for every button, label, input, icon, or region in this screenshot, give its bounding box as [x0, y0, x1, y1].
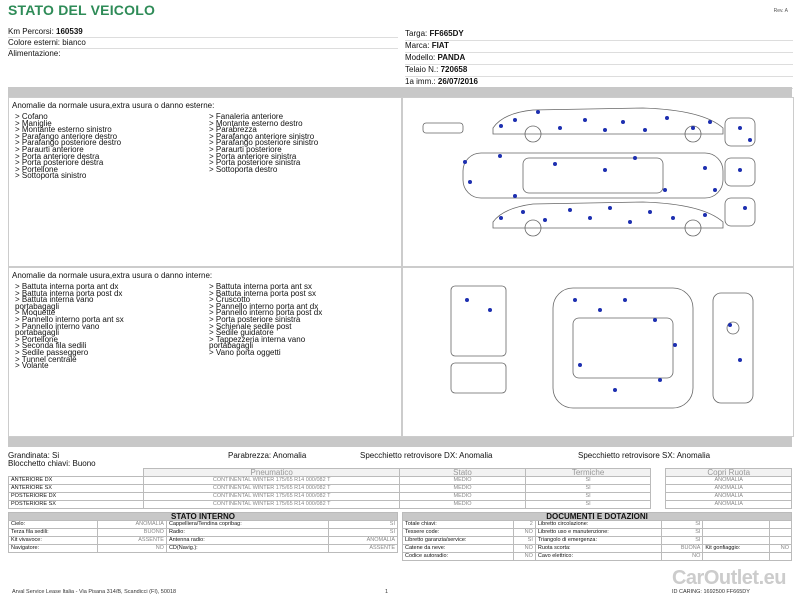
- external-damage-list-2: [209, 114, 318, 173]
- internal-damage-item: > Moquette: [15, 308, 56, 318]
- stato-interno-row: [9, 521, 398, 529]
- tyre-model: CONTINENTAL WINTER 175/65 R14 000/082 T: [144, 493, 400, 501]
- km-value: 160539: [56, 27, 83, 36]
- car-side-top-outline: [493, 108, 723, 134]
- tyre-row: [9, 485, 792, 493]
- tyre-state: MEDIO: [400, 493, 526, 501]
- tyre-model: CONTINENTAL WINTER 175/65 R14 000/082 T: [144, 477, 400, 485]
- external-damage-item: > Paraurti posteriore: [209, 144, 282, 154]
- external-damage-item: > Porta anteriore sinistra: [209, 151, 297, 161]
- documenti-title: DOCUMENTI E DOTAZIONI: [403, 513, 792, 521]
- internal-damage-list-1: [15, 284, 124, 370]
- external-damage-item: > Parafango posteriore sinistro: [209, 138, 319, 148]
- stato-interno-value: SI: [328, 529, 397, 537]
- internal-damage-item: > Cruscotto: [209, 295, 251, 305]
- internal-damage-item: > Volante: [15, 361, 49, 371]
- tyre-model: CONTINENTAL WINTER 175/65 R14 000/082 T: [144, 485, 400, 493]
- stato-interno-title: STATO INTERNO: [9, 513, 398, 521]
- col-pneumatico: Pneumatico: [144, 469, 400, 477]
- tyre-position: ANTERIORE DX: [9, 477, 144, 485]
- internal-damage-item: > Battuta interna vano: [15, 295, 94, 305]
- tyre-position: POSTERIORE DX: [9, 493, 144, 501]
- km-label: Km Percorsi:: [8, 27, 54, 36]
- tyre-cover: ANOMALIA: [666, 485, 792, 493]
- documenti-label: Totale chiavi:: [403, 521, 514, 529]
- car-exterior-diagram: [403, 98, 793, 266]
- tyre-winter: SI: [525, 485, 651, 493]
- stato-interno-label: Antenna radio:: [166, 537, 328, 545]
- internal-damage-item: > Pannello interno porta ant dx: [209, 301, 319, 311]
- external-damage-item: > Porta anteriore destra: [15, 151, 100, 161]
- stato-interno-label: CD(Navig.):: [166, 545, 328, 553]
- tyre-position: POSTERIORE SX: [9, 501, 144, 509]
- documenti-row: [403, 537, 792, 545]
- documenti-value: NO: [513, 529, 535, 537]
- external-damage-item: > Montante esterno sinistro: [15, 125, 112, 135]
- documenti-value: SI: [662, 521, 703, 529]
- modello-label: Modello:: [405, 53, 436, 62]
- tyre-state: MEDIO: [400, 485, 526, 493]
- stato-interno-value: ASSENTE: [328, 545, 397, 553]
- col-stato: Stato: [400, 469, 526, 477]
- stato-interno-value: ANOMALIA: [97, 521, 166, 529]
- documenti-label: Libretto uso e manutenzione:: [535, 529, 662, 537]
- documenti-label: Codice autoradio:: [403, 553, 514, 561]
- marca-row: [405, 41, 793, 53]
- documenti-value: NO: [769, 545, 791, 553]
- external-damage-panel: [8, 97, 402, 267]
- documenti-value: [769, 529, 791, 537]
- alimentazione-label: Alimentazione:: [8, 49, 61, 58]
- col-termiche: Termiche: [525, 469, 651, 477]
- specchietto-dx-text: Specchietto retrovisore DX: Anomalia: [360, 451, 493, 460]
- footer-id: ID CARING: 1692500 FF665DY: [672, 589, 750, 595]
- car-top-outline: [463, 153, 723, 198]
- modello-value: PANDA: [437, 53, 466, 62]
- tyre-state: MEDIO: [400, 477, 526, 485]
- modello-row: [405, 53, 793, 65]
- documenti-value: NO: [662, 553, 703, 561]
- stato-interno-value: NO: [97, 545, 166, 553]
- external-damage-item: > Cofano: [15, 112, 48, 121]
- tyre-model: CONTINENTAL WINTER 175/65 R14 000/082 T: [144, 501, 400, 509]
- blocchetto-text: Blocchetto chiavi: Buono: [8, 459, 96, 468]
- documenti-label: Libretto garanzia/service:: [403, 537, 514, 545]
- internal-damage-item: > Vano porta oggetti: [209, 347, 281, 357]
- parabrezza-text: Parabrezza: Anomalia: [228, 451, 307, 460]
- stato-interno-value: SI: [328, 521, 397, 529]
- external-damage-item: > Sottoporta sinistro: [15, 171, 87, 181]
- documenti-value: SI: [662, 529, 703, 537]
- documenti-label: [703, 529, 769, 537]
- section-divider: [8, 87, 792, 97]
- documenti-table: [402, 512, 792, 561]
- alimentazione-row: [8, 49, 398, 59]
- documenti-value: NO: [513, 553, 535, 561]
- tyre-position: ANTERIORE SX: [9, 485, 144, 493]
- stato-interno-label: Terza fila sedili:: [9, 529, 98, 537]
- internal-damage-item: > Portellone: [15, 334, 58, 344]
- internal-damage-item: portabagagli: [15, 301, 60, 311]
- external-damage-item: > Parafango posteriore destro: [15, 138, 122, 148]
- internal-damage-item: > Battuta interna porta ant sx: [209, 282, 312, 291]
- footer-page: 1: [385, 589, 389, 595]
- colore-label: Colore esterni:: [8, 38, 61, 47]
- internal-damage-item: portabagagli: [209, 341, 254, 351]
- external-diagram-panel: [402, 97, 794, 267]
- specchietto-sx-text: Specchietto retrovisore SX: Anomalia: [578, 451, 711, 460]
- external-damage-item: > Fanaleria anteriore: [209, 112, 284, 121]
- internal-damage-item: > Tunnel centrale: [15, 354, 77, 364]
- documenti-value: SI: [513, 537, 535, 545]
- internal-damage-item: > Battuta interna porta post sx: [209, 288, 316, 298]
- colore-value: bianco: [62, 38, 86, 47]
- external-damage-item: > Porta posteriore sinistra: [209, 158, 301, 168]
- documenti-label: Libretto circolazione:: [535, 521, 662, 529]
- internal-damage-item: > Battuta interna porta post dx: [15, 288, 123, 298]
- external-damage-item: > Maniglie: [15, 118, 52, 128]
- documenti-label: Triangolo di emergenza:: [535, 537, 662, 545]
- documenti-label: [703, 537, 769, 545]
- documenti-label: Cavo elettrico:: [535, 553, 662, 561]
- telaio-label: Telaio N.:: [405, 65, 439, 74]
- internal-damage-item: > Pannello interno vano: [15, 321, 100, 331]
- stato-interno-row: [9, 529, 398, 537]
- tyre-cover: ANOMALIA: [666, 501, 792, 509]
- marca-label: Marca:: [405, 41, 430, 50]
- documenti-value: [769, 537, 791, 545]
- revision-label: Rev. A: [773, 8, 788, 14]
- stato-interno-label: Navigatore:: [9, 545, 98, 553]
- external-damage-item: > Sottoporta destro: [209, 164, 278, 174]
- tyre-row: [9, 477, 792, 485]
- internal-damage-item: > Sedile passeggero: [15, 347, 89, 357]
- km-row: [8, 27, 398, 38]
- documenti-row: [403, 521, 792, 529]
- internal-damage-item: > Seconda fila sedili: [15, 341, 87, 351]
- grandinata-text: Grandinata: Si: [8, 451, 60, 460]
- tyre-row: [9, 493, 792, 501]
- marca-value: FIAT: [431, 41, 449, 50]
- internal-damage-title: Anomalie da normale usura,extra usura o danno interne:: [12, 271, 213, 280]
- internal-damage-item: > Battuta interna porta ant dx: [15, 282, 119, 291]
- internal-damage-item: portabagagli: [15, 328, 60, 338]
- internal-damage-item: > Porta posteriore sinistra: [209, 314, 301, 324]
- car-interior-diagram: [403, 268, 793, 436]
- documenti-label: Kit gonfiaggio:: [703, 545, 769, 553]
- internal-damage-item: > Pannello interno porta ant sx: [15, 314, 124, 324]
- external-damage-item: > Montante esterno destro: [209, 118, 303, 128]
- targa-row: [405, 29, 793, 41]
- documenti-value: SI: [662, 537, 703, 545]
- telaio-value: 720658: [440, 65, 468, 74]
- stato-interno-label: Cielo:: [9, 521, 98, 529]
- internal-diagram-panel: [402, 267, 794, 437]
- stato-interno-value: BUONO: [97, 529, 166, 537]
- tyre-winter: SI: [525, 493, 651, 501]
- internal-damage-item: > Tappezzeria interna vano: [209, 334, 306, 344]
- immatricolazione-value: 26/07/2016: [437, 77, 478, 86]
- external-damage-item: > Porta posteriore destra: [15, 158, 104, 168]
- documenti-label: Catene da neve:: [403, 545, 514, 553]
- page-title: STATO DEL VEICOLO: [8, 2, 156, 18]
- documenti-value: BUONA: [662, 545, 703, 553]
- external-damage-item: > Portellone: [15, 164, 58, 174]
- documenti-label: Ruota scorta:: [535, 545, 662, 553]
- external-damage-title: Anomalie da normale usura,extra usura o danno esterne:: [12, 101, 215, 110]
- stato-interno-row: [9, 537, 398, 545]
- external-damage-item: > Paraurti anteriore: [15, 144, 84, 154]
- section-divider-2: [8, 437, 792, 447]
- documenti-value: [769, 521, 791, 529]
- tyre-row: [9, 501, 792, 509]
- footer-company: Arval Service Lease Italia - Via Pisana 314/B, Scandicci (FI), 50018: [12, 589, 177, 595]
- external-damage-item: > Parabrezza: [209, 125, 257, 135]
- internal-damage-item: > Schienale sedile post: [209, 321, 292, 331]
- documenti-label: [703, 521, 769, 529]
- targa-value: FF665DY: [429, 29, 464, 38]
- tyre-state: MEDIO: [400, 501, 526, 509]
- documenti-label: Tessere code:: [403, 529, 514, 537]
- tyres-table: [8, 468, 792, 509]
- stato-interno-table: [8, 512, 398, 553]
- documenti-row: [403, 529, 792, 537]
- colore-row: [8, 38, 398, 49]
- documenti-row: [403, 545, 792, 553]
- stato-interno-value: ASSENTE: [97, 537, 166, 545]
- telaio-row: [405, 65, 793, 77]
- stato-interno-label: Kit vivavoce:: [9, 537, 98, 545]
- external-damage-item: > Parafango anteriore sinistro: [209, 131, 315, 141]
- stato-interno-row: [9, 545, 398, 553]
- documenti-label: [703, 553, 769, 561]
- tyre-cover: ANOMALIA: [666, 477, 792, 485]
- stato-interno-label: Radio:: [166, 529, 328, 537]
- targa-label: Targa:: [405, 29, 428, 38]
- internal-damage-item: > Sedile guidatore: [209, 328, 274, 338]
- stato-interno-label: Cappelliera/Tendina copribag:: [166, 521, 328, 529]
- tyre-winter: SI: [525, 477, 651, 485]
- internal-damage-list-2: [209, 284, 322, 357]
- stato-interno-value: ANOMALIA: [328, 537, 397, 545]
- tyre-winter: SI: [525, 501, 651, 509]
- external-damage-item: > Parafango anteriore destro: [15, 131, 118, 141]
- col-copri-ruota: Copri Ruota: [666, 469, 792, 477]
- documenti-value: NO: [513, 545, 535, 553]
- immatricolazione-label: 1a imm.:: [405, 77, 436, 86]
- watermark-logo: CarOutlet.eu: [671, 567, 786, 589]
- documenti-value: [769, 553, 791, 561]
- internal-damage-panel: [8, 267, 402, 437]
- documenti-row: [403, 553, 792, 561]
- tyre-cover: ANOMALIA: [666, 493, 792, 501]
- documenti-value: 2: [513, 521, 535, 529]
- internal-damage-item: > Pannello interno porta post dx: [209, 308, 323, 318]
- external-damage-list-1: [15, 114, 121, 180]
